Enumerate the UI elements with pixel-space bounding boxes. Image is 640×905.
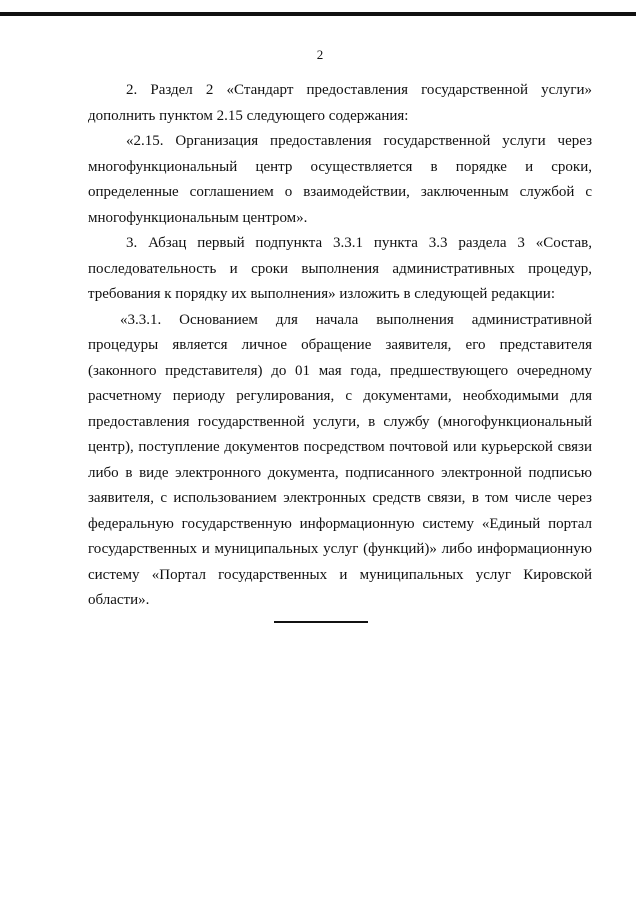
page-number: 2	[316, 47, 324, 62]
document-body	[88, 78, 592, 614]
paragraph-amend-section-2: 2. Раздел 2 «Стандарт предоставления государственной услуги» дополнить пунктом 2.15 следующего содержания:	[88, 82, 592, 124]
end-of-text-line	[274, 621, 368, 623]
paragraph-new-item-3-3-1: «3.3.1. Основанием для начала выполнения административной процедуры является личное обращение заявителя, его представителя (законного представителя) до 01 мая года, предшествующего очередному расчетному периоду регулирования, с документами, необходимыми для предоставления государственной услуги, в службу (многофункциональный центр), поступление документов посредством почтовой или курьерской связи либо в виде электронного документа, подписанного электронной подписью заявителя, с использованием электронных средств связи, в том числе через федеральную государственную информационную систему «Единый портал государственных и муниципальных услуг (функций)» либо информационную систему «Портал государственных и муниципальных услуг Кировской области».	[88, 311, 592, 608]
paragraph-new-item-2-15: «2.15. Организация предоставления государственной услуги через многофункциональный центр осуществляется в порядке и сроки, определенные соглашением о взаимодействии, заключенным службой с многофункциональным центром».	[88, 133, 592, 226]
paragraph-amend-section-3: 3. Абзац первый подпункта 3.3.1 пункта 3.3 раздела 3 «Состав, последовательность и сроки выполнения административных процедур, требования к порядку их выполнения» изложить в следующей редакции:	[88, 235, 592, 302]
top-border-line	[0, 12, 636, 16]
